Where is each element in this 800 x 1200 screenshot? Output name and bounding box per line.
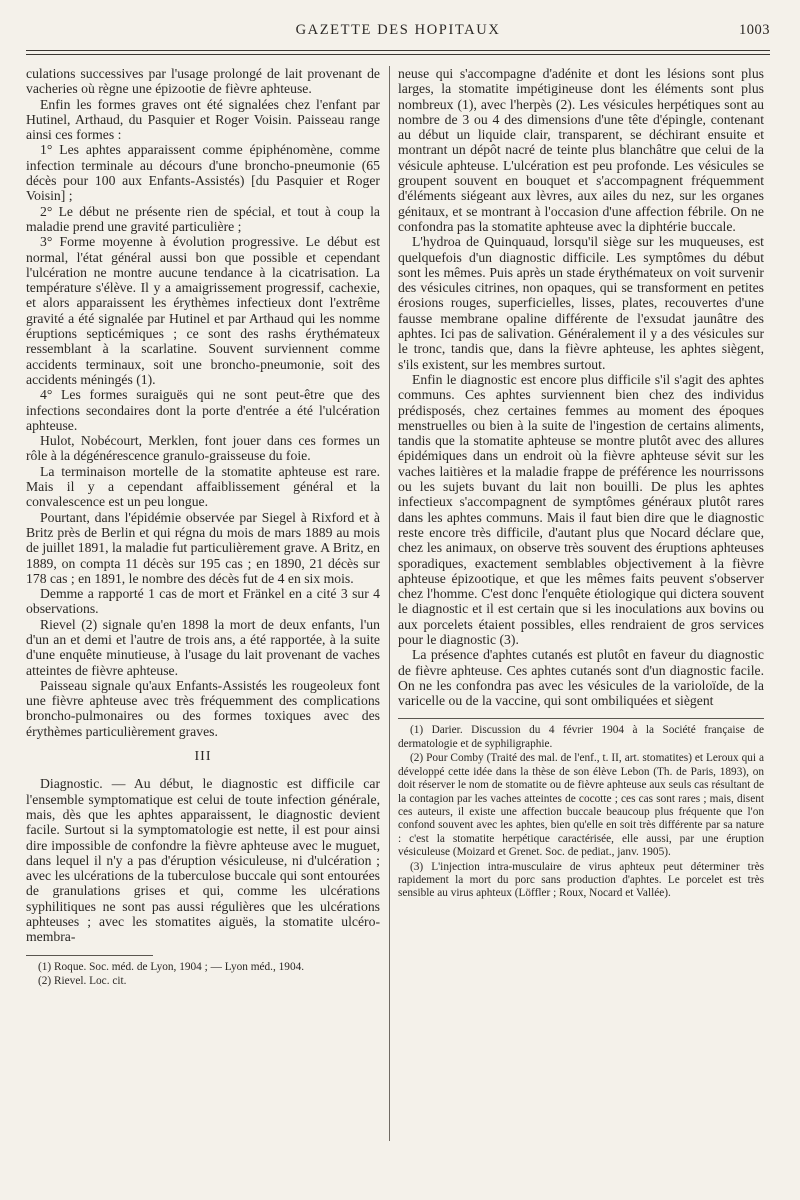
footnote: (3) L'injection intra-musculaire de virus aphteux peut déterminer très rapidement la mort du porc sans production d'aphtes. Le porcelet est très sensible au virus aphteux (Löffler ; Roux, Nocard et Vallée). <box>398 860 764 900</box>
header-rule-bottom <box>26 54 770 55</box>
footnotes-right <box>398 724 764 900</box>
paragraph: culations successives par l'usage prolongé de lait provenant de vacheries où règne une épizootie de fièvre aphteuse. <box>26 66 380 97</box>
paragraph-diagnostic: Diagnostic. — Au début, le diagnostic est difficile car l'ensemble symptomatique est celui de toute infection générale, mais, dès que les aphtes apparaissent, le diagnostic devient facile. Surtout si la symptomatologie est nette, il est pour ainsi dire impossible de confondre la fièvre aphteuse avec le muguet, dans lequel il n'y a pas d'éruption vésiculeuse, ni d'ulcération ; avec les ulcérations de la tuberculose buccale qui sont entourées de granulations grises et qui, comme les ulcérations syphilitiques ne sont pas aussi régulières que les ulcérations aphteuses ; avec les stomatites aiguës, la stomatite ulcéro-membra- <box>26 776 380 945</box>
footnote: (2) Rievel. Loc. cit. <box>38 975 127 988</box>
header-rule-top <box>26 50 770 51</box>
paragraph: 2° Le début ne présente rien de spécial, et tout à coup la maladie prend une gravité particulière ; <box>26 203 380 234</box>
footnotes-left <box>26 961 380 989</box>
paragraph: La présence d'aphtes cutanés est plutôt en faveur du diagnostic de fièvre aphteuse. Ces aphtes cutanés sont d'un diagnostic facile. On ne les confondra pas avec les vésicules de la varioloïde, de la varicelle ou de la vaccine, qui sont ombiliquées et siègent <box>398 647 764 709</box>
paragraph: neuse qui s'accompagne d'adénite et dont les lésions sont plus larges, la stomatite impétigineuse dont les éléments sont plus nombreux (1), avec l'herpès (2). Les vésicules herpétiques sont au nombre de 3 ou 4 des dimensions d'une tête d'épingle, contenant au début un liquide clair, transparent, se déchirant ensuite et montrant un dépôt nacré de teinte plus blanchâtre que celui de la vésicule aphteuse. L'ulcération est peu profonde. Les vésicules se groupent souvent en bouquet et s'accompagnent fréquemment d'éléments siégeant aux lèvres, aux ailes du nez, sur les organes génitaux, et se montrant à l'occasion d'une affection fébrile. On ne confondra pas la stomatite aphteuse avec la diphtérie buccale. <box>398 66 764 234</box>
right-column <box>398 66 764 902</box>
paragraph: 1° Les aphtes apparaissent comme épiphénomène, comme infection terminale au décours d'une broncho-pneumonie (65 décès pour 100 aux Enfants-Assistés) [du Pasquier et Roger Voisin] ; <box>26 142 380 204</box>
paragraph: Paisseau signale qu'aux Enfants-Assistés les rougeoleux font une fièvre aphteuse avec très fréquemment des complications broncho-pulmonaires ou des formes toxiques avec des érythèmes particulièrement graves. <box>26 677 380 739</box>
paragraph: Pourtant, dans l'épidémie observée par Siegel à Rixford et à Britz près de Berlin et qui régna du mois de mars 1889 au mois de juillet 1891, la maladie fut particulièrement grave. A Britz, en 1889, on compta 11 décès sur 195 cas ; en 1890, 21 décès sur 178 cas ; en 1891, le nombre des décès fut de 4 en six mois. <box>26 509 380 586</box>
paragraph: Enfin le diagnostic est encore plus difficile s'il s'agit des aphtes communs. Ces aphtes surviennent bien chez des individus prédisposés, chez certaines femmes au moment des époques menstruelles ou bien à la suite de l'ingestion de certains aliments, tandis que la stomatite aphteuse se montre plutôt avec des allures épidémiques dans un endroit où la fièvre aphteuse sévit sur les vaches laitières et la maladie frappe de préférence les nourrissons ou les sujets buvant du lait non bouilli. De plus les aphtes infectieux s'accompagnent de symptômes généraux plutôt rares dans les aphtes communs. Mais il faut bien dire que le diagnostic reste encore très difficile, d'autant plus que Nocard déclare que, chez les animaux, on observe très souvent des éruptions aphteuses sporadiques, exactement semblables objectivement à la fièvre aphteuse épizootique, et que les mêmes faits peuvent s'observer chez l'homme. C'est donc l'enquête étiologique qui dictera souvent le diagnostic et il est certain que si les inoculations aux bovins ou aux porcelets étaient possibles, elles rendraient de gros services pour le diagnostic (3). <box>398 371 764 647</box>
paragraph: Enfin les formes graves ont été signalées chez l'enfant par Hutinel, Arthaud, du Pasquier et Roger Voisin. Paisseau range ainsi ces formes : <box>26 96 380 143</box>
footnote: (1) Roque. Soc. méd. de Lyon, 1904 ; — Lyon méd., 1904. <box>38 960 305 973</box>
running-title: GAZETTE DES HOPITAUX <box>295 22 501 38</box>
paragraph: L'hydroa de Quinquaud, lorsqu'il siège sur les muqueuses, est quelquefois d'un diagnostic difficile. Les symptômes du début sont les mêmes. Puis après un stade érythémateux on voit survenir des vésicules citrines, non opaques, qui se transforment en petites érosions rouges, superficielles, lisses, plates, recouvertes d'une fausse membrane opaline différente de l'exsudat jaunâtre des aphtes. Ici pas de salivation. Généralement il y a des vésicules sur le tronc, tandis que, dans la fièvre aphteuse, les aphtes siègent, s'ils existent, sur les membres surtout. <box>398 234 764 372</box>
left-column <box>26 66 380 989</box>
column-divider <box>389 66 390 1141</box>
footnote-rule <box>398 718 764 719</box>
paragraph: 4° Les formes suraiguës qui ne sont peut-être que des infections secondaires dont la porte d'entrée a été l'ulcération aphteuse. <box>26 387 380 433</box>
paragraph: La terminaison mortelle de la stomatite aphteuse est rare. Mais il y a cependant affaiblissement général et la convalescence est un peu longue. <box>26 463 380 510</box>
section-heading: III <box>194 749 212 765</box>
footnote: (1) Darier. Discussion du 4 février 1904 à la Société française de dermatologie et de syphiligraphie. <box>398 724 764 750</box>
paragraph: Rievel (2) signale qu'en 1898 la mort de deux enfants, l'un d'un an et demi et l'autre de trois ans, a été rapportée, à la suite d'une enquête minutieuse, à l'usage du lait provenant de vaches atteintes de fièvre aphteuse. <box>26 616 380 678</box>
footnote-rule <box>26 955 153 956</box>
footnote: (2) Pour Comby (Traité des mal. de l'enf., t. II, art. stomatites) et Leroux qui a développé cette idée dans la thèse de son élève Lebon (Th. de Paris, 1893), on doit réserver le nom de stomatite ou de fièvre aphteuse aux seuls cas résultant de la contagion par les vaches atteintes de cocotte ; ces cas sont rares ; mais, disent ces auteurs, il existe une affection buccale beaucoup plus fréquente que l'on confond souvent avec les aphtes, bien qu'elle en soit très différente par sa nature : c'est la stomatite herpétique caractérisée, elle aussi, par une éruption vésiculeuse (Moizard et Grenet. Soc. de pediat., janv. 1905). <box>398 752 764 859</box>
page-header <box>26 22 770 44</box>
paragraph: 3° Forme moyenne à évolution progressive. Le début est normal, l'état général aussi bon que possible et cependant l'ulcération ne montre aucune tendance à la cicatrisation. La température s'élève. Il y a amaigrissement progressif, cachexie, et alors apparaissent les érythèmes infectieux dont l'extrême gravité a été signalée par Hutinel et par Arthaud qui les nomme éruptions septicémiques ; ce sont des rashs érythémateux ressemblant à la scarlatine. Souvent surviennent comme accidents terminaux, soit une broncho-pneumonie, soit des accidents méningés (1). <box>26 234 380 387</box>
paragraph: Hulot, Nobécourt, Merklen, font jouer dans ces formes un rôle à la dégénérescence granulo-graisseuse du foie. <box>26 433 380 464</box>
page-number: 1003 <box>739 22 770 38</box>
paragraph: Demme a rapporté 1 cas de mort et Fränkel en a cité 3 sur 4 observations. <box>26 586 380 617</box>
